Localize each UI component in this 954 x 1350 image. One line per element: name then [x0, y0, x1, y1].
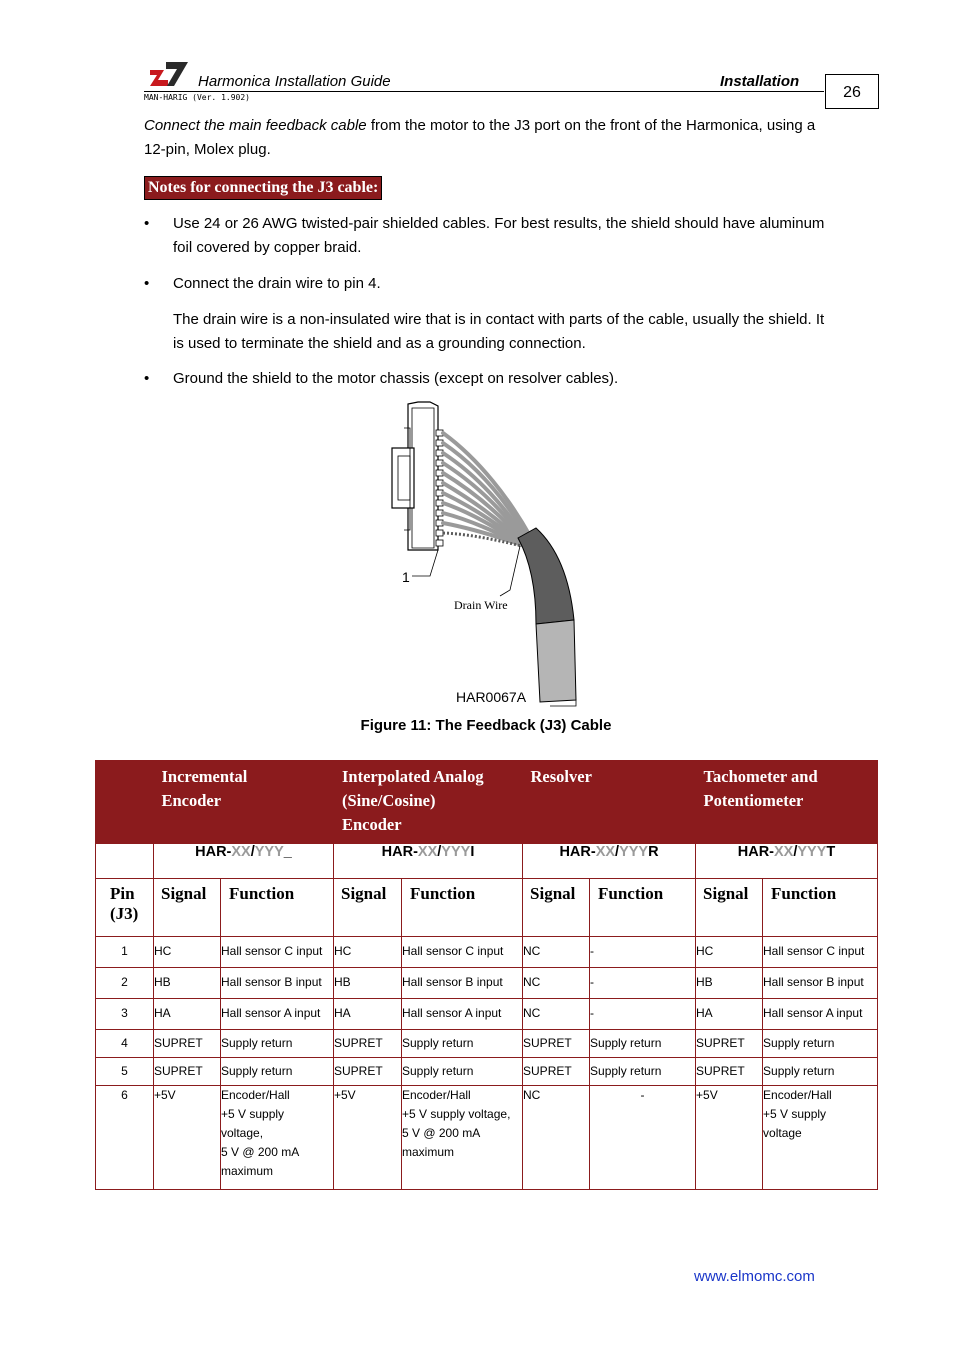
function-cell: Hall sensor C input [402, 936, 523, 967]
group-header-blank [96, 760, 154, 843]
signal-cell: HB [696, 967, 763, 998]
signal-cell: NC [523, 936, 590, 967]
part-code-label: HAR0067A [456, 689, 527, 705]
group-title: Encoder [342, 815, 402, 834]
figure-caption: Figure 11: The Feedback (J3) Cable [360, 717, 612, 734]
signal-cell: SUPRET [154, 1029, 221, 1057]
col-header-text: (J3) [110, 903, 139, 923]
signal-cell: HC [334, 936, 402, 967]
code-xx: XX [774, 843, 794, 860]
signal-cell: HA [154, 998, 221, 1029]
signal-cell: SUPRET [523, 1029, 590, 1057]
signal-cell: HB [154, 967, 221, 998]
code-suffix: I [470, 843, 475, 860]
col-header-signal: Signal [154, 878, 221, 936]
pinout-table [95, 760, 878, 1190]
pin-cell: 2 [96, 967, 154, 998]
page-number: 26 [825, 74, 879, 109]
code-yyy: YYY [441, 843, 471, 860]
code-suffix: R [648, 843, 659, 860]
column-header-row [96, 878, 878, 936]
code-prefix: HAR- [737, 843, 775, 860]
group-title: Potentiometer [703, 791, 804, 810]
group-title: Encoder [161, 791, 222, 810]
function-cell: Hall sensor B input [402, 967, 523, 998]
function-cell: - [590, 998, 696, 1029]
drain-wire-label: Drain Wire [454, 598, 508, 612]
model-code [523, 843, 696, 878]
function-cell: Supply return [590, 1057, 696, 1085]
intro-text: from the motor to the J3 port on the front of the Harmonica, using a 12-pin, Molex plug. [144, 117, 816, 158]
col-header-signal: Signal [334, 878, 402, 936]
pin-cell: 6 [96, 1085, 154, 1189]
col-header-text: Pin [110, 883, 135, 903]
signal-cell: SUPRET [334, 1057, 402, 1085]
code-suffix: _ [283, 843, 292, 860]
pin-cell: 3 [96, 998, 154, 1029]
function-cell: Supply return [763, 1057, 878, 1085]
signal-cell: SUPRET [696, 1057, 763, 1085]
code-prefix: HAR- [195, 843, 232, 860]
code-xx: XX [417, 843, 438, 860]
function-cell: Supply return [221, 1029, 334, 1057]
bullet-text: Ground the shield to the motor chassis (except on resolver cables). [173, 370, 619, 387]
function-cell: Hall sensor A input [402, 998, 523, 1029]
intro-emphasis: Connect the main feedback cable [144, 117, 367, 134]
bullet-text: Connect the drain wire to pin 4. [173, 275, 381, 292]
header-rule [144, 91, 824, 92]
code-xx: XX [231, 843, 251, 860]
footer-website-link[interactable]: www.elmomc.com [694, 1268, 815, 1285]
code-yyy: YYY [797, 843, 827, 860]
code-prefix: HAR- [559, 843, 596, 860]
group-header-interpolated [334, 760, 523, 843]
code-slash: / [793, 843, 798, 860]
code-yyy: YYY [254, 843, 284, 860]
group-header-row [96, 760, 878, 843]
function-cell: Hall sensor C input [763, 936, 878, 967]
pin-cell: 5 [96, 1057, 154, 1085]
function-cell: Supply return [221, 1057, 334, 1085]
col-header-function: Function [402, 878, 523, 936]
signal-cell: SUPRET [154, 1057, 221, 1085]
model-code [696, 843, 878, 878]
table-body [96, 936, 878, 1189]
col-header-signal: Signal [523, 878, 590, 936]
function-cell: - [590, 936, 696, 967]
function-cell: Supply return [402, 1057, 523, 1085]
code-slash: / [615, 843, 620, 860]
signal-cell: +5V [334, 1085, 402, 1189]
signal-cell: SUPRET [523, 1057, 590, 1085]
function-cell: Hall sensor A input [763, 998, 878, 1029]
code-blank [96, 843, 154, 878]
signal-cell: HB [334, 967, 402, 998]
model-code [334, 843, 523, 878]
function-cell: - [590, 1085, 696, 1189]
signal-cell: +5V [154, 1085, 221, 1189]
col-header-function: Function [590, 878, 696, 936]
doc-code: MAN-HARIG (Ver. 1.902) [144, 93, 250, 102]
code-prefix: HAR- [381, 843, 418, 860]
table-row [96, 1085, 878, 1189]
function-cell: Hall sensor B input [221, 967, 334, 998]
signal-cell: NC [523, 967, 590, 998]
bullet-text: Use 24 or 26 AWG twisted-pair shielded cables. For best results, the shield should have aluminum foil covered by copper braid. [173, 215, 825, 256]
function-cell: Encoder/Hall +5 V supply voltage, 5 V @ 200 mA maximum [221, 1085, 334, 1189]
col-header-pin [96, 878, 154, 936]
table-row [96, 1029, 878, 1057]
signal-cell: HA [334, 998, 402, 1029]
signal-cell: HC [154, 936, 221, 967]
pin-cell: 1 [96, 936, 154, 967]
code-slash: / [437, 843, 442, 860]
pin-1-label: 1 [402, 569, 410, 585]
model-code-row [96, 843, 878, 878]
code-yyy: YYY [619, 843, 649, 860]
signal-cell: SUPRET [334, 1029, 402, 1057]
signal-cell: NC [523, 998, 590, 1029]
function-cell: Encoder/Hall +5 V supply voltage [763, 1085, 878, 1189]
model-code [154, 843, 334, 878]
pin-cell: 4 [96, 1029, 154, 1057]
code-xx: XX [595, 843, 616, 860]
bullet-subtext-text: The drain wire is a non-insulated wire that is in contact with parts of the cable, usually the shield. It is used to terminate the shield and as a grounding connection. [173, 311, 825, 352]
group-header-resolver [523, 760, 696, 843]
group-title: Incremental [161, 767, 248, 786]
function-cell: Hall sensor B input [763, 967, 878, 998]
group-header-incremental [154, 760, 334, 843]
function-cell: Supply return [590, 1029, 696, 1057]
function-cell: Hall sensor C input [221, 936, 334, 967]
group-title: Tachometer and [703, 767, 818, 786]
table-row [96, 1057, 878, 1085]
table-row [96, 998, 878, 1029]
notes-heading: Notes for connecting the J3 cable: [144, 176, 382, 200]
table-row [96, 967, 878, 998]
signal-cell: SUPRET [696, 1029, 763, 1057]
col-header-function: Function [763, 878, 878, 936]
function-cell: Hall sensor A input [221, 998, 334, 1029]
signal-cell: HA [696, 998, 763, 1029]
function-cell: Encoder/Hall +5 V supply voltage, 5 V @ 200 mA maximum [402, 1085, 523, 1189]
function-cell: - [590, 967, 696, 998]
signal-cell: +5V [696, 1085, 763, 1189]
code-slash: / [250, 843, 255, 860]
table-row [96, 936, 878, 967]
group-title: Interpolated Analog [342, 767, 484, 786]
col-header-function: Function [221, 878, 334, 936]
bullet-dot: • [144, 275, 150, 292]
bullet-dot: • [144, 215, 150, 232]
col-header-signal: Signal [696, 878, 763, 936]
group-title: (Sine/Cosine) [342, 791, 436, 810]
group-title: Resolver [530, 767, 592, 786]
doc-title: Harmonica Installation Guide [198, 73, 391, 90]
signal-cell: NC [523, 1085, 590, 1189]
elmo-logo [148, 58, 190, 88]
feedback-cable-figure [390, 400, 590, 710]
function-cell: Supply return [402, 1029, 523, 1057]
group-header-tachometer [696, 760, 878, 843]
intro-paragraph [144, 114, 834, 162]
section-title: Installation [720, 73, 800, 90]
code-suffix: T [826, 843, 836, 860]
function-cell: Supply return [763, 1029, 878, 1057]
signal-cell: HC [696, 936, 763, 967]
bullet-dot: • [144, 370, 150, 387]
